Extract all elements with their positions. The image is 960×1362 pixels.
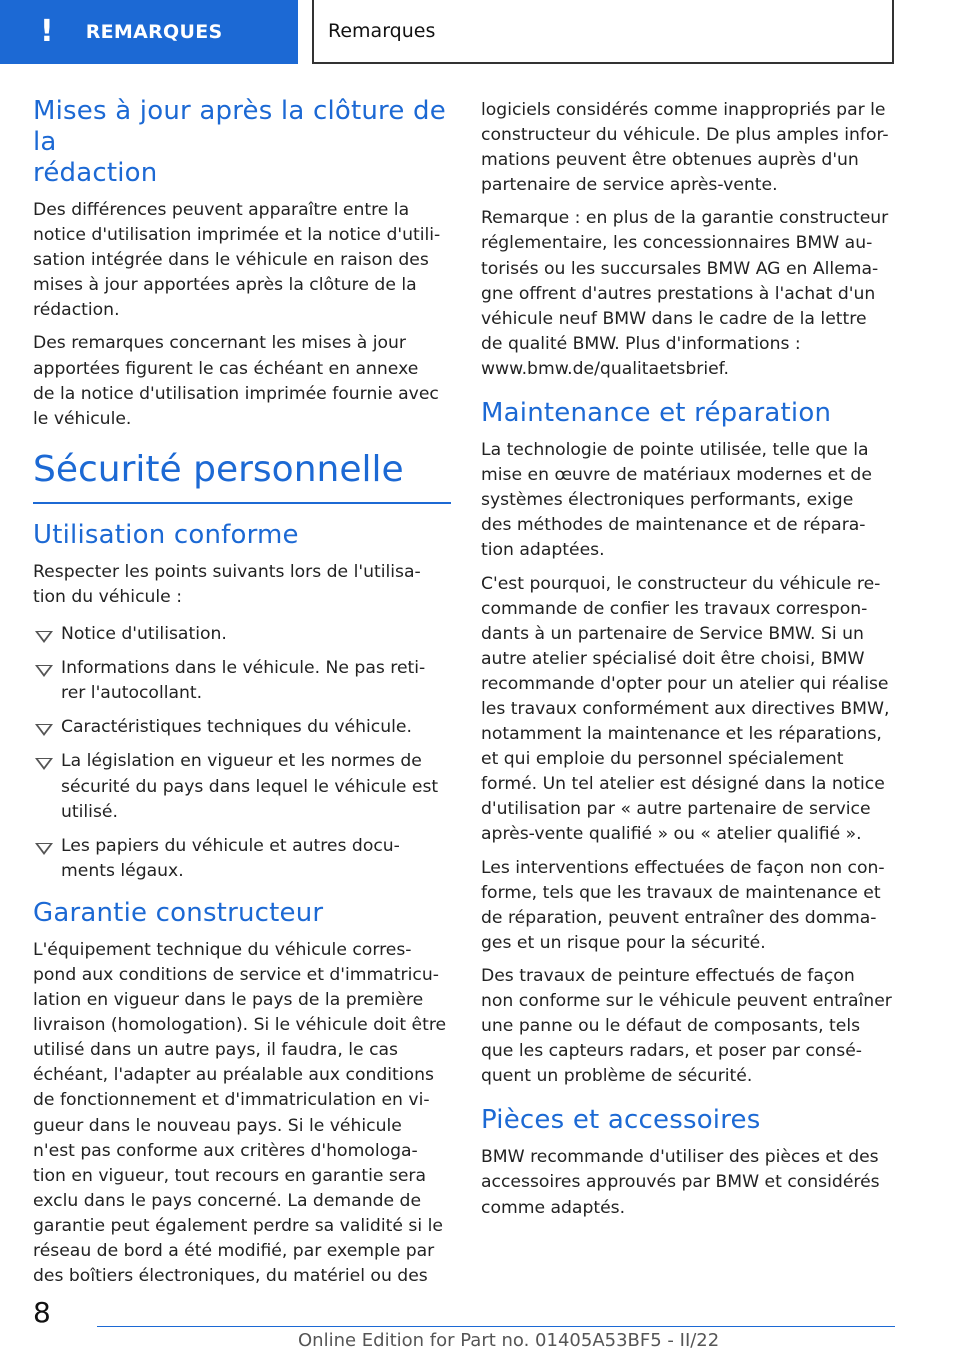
- list-item: Les papiers du véhicule et autres docu- ments légaux.: [33, 834, 451, 884]
- garantie-continued: logiciels considérés comme inappropriés par le constructeur du véhicule. De plus amples infor- mations peuvent être obtenues auprès d'un partenaire de service après-vente.: [481, 100, 889, 196]
- triangle-bullet-icon: [35, 724, 53, 736]
- right-column: [481, 98, 899, 1229]
- list-item: Informations dans le véhicule. Ne pas reti- rer l'autocollant.: [33, 656, 451, 706]
- garantie-heading: Garantie constructeur: [33, 897, 324, 928]
- garantie-paragraph: L'équipement technique du véhicule corres- pond aux conditions de service et d'immatricu- lation en vigueur dans le pays de la première livraison (homologation). Si le véhicule doit être utilisé dans un autre pays, il faudra, le cas échéant, l'adapter au préalable aux conditions de fonctionnement et d'immatriculation en vi- gueur dans le nouveau pays. Si le véhicule n'est pas conforme aux critères d'homologa- tion en vigueur, tout recours en garantie sera exclu dans le pays concerné. La demande de garantie peut également perdre sa validité si le réseau de bord a été modifié, par exemple par des boîtiers électroniques, du matériel ou des: [33, 939, 447, 1287]
- page-number: 8: [33, 1296, 51, 1329]
- pieces-paragraph: BMW recommande d'utiliser des pièces et des accessoires approuvés par BMW et considérés comme adaptés.: [481, 1147, 880, 1218]
- utilisation-intro: Respecter les points suivants lors de l'utilisa- tion du véhicule :: [33, 561, 421, 607]
- maintenance-paragraph-3: Les interventions effectuées de façon non con- forme, tels que les travaux de maintenance et de réparation, peuvent entraîner des domma- ges et un risque pour la sécurité.: [481, 857, 885, 953]
- securite-heading: Sécurité personnelle: [33, 448, 451, 504]
- triangle-bullet-icon: [35, 665, 53, 677]
- exclamation-icon: !: [40, 14, 54, 49]
- remarque-paragraph: Remarque : en plus de la garantie constructeur réglementaire, les concessionnaires BMW au- torisés ou les succursales BMW AG en Allema- gne offrent d'autres prestations à l'achat d'un véhicule neuf BMW dans le cadre de la lettre de qualité BMW. Plus d'informations : www.bmw.de/qualitaetsbrief.: [481, 208, 889, 379]
- maintenance-paragraph-1: La technologie de pointe utilisée, telle que la mise en œuvre de matériaux modernes et de systèmes électroniques performants, exige des méthodes de maintenance et de répara- tion adaptées.: [481, 440, 872, 561]
- triangle-bullet-icon: [35, 758, 53, 770]
- list-item: Caractéristiques techniques du véhicule.: [33, 715, 451, 740]
- triangle-bullet-icon: [35, 631, 53, 643]
- edition-note: Online Edition for Part no. 01405A53BF5 - II/22: [298, 1330, 720, 1351]
- maintenance-paragraph-4: Des travaux de peinture effectués de façon non conforme sur le véhicule peuvent entraîner une panne ou le défaut de composants, tels que les capteurs radars, et poser par consé- quent un problème de sécurité.: [481, 965, 892, 1087]
- utilisation-list: [33, 622, 451, 884]
- mises-heading: Mises à jour après la clôture de la rédaction: [33, 96, 446, 188]
- footer-divider: [97, 1326, 895, 1327]
- pieces-heading: Pièces et accessoires: [481, 1105, 761, 1136]
- left-column: [33, 96, 451, 1297]
- mises-paragraph-1: Des différences peuvent apparaître entre la notice d'utilisation imprimée et la notice d'utili- sation intégrée dans le véhicule en raison des mises à jour apportées après la clôture de la rédaction.: [33, 200, 441, 321]
- maintenance-heading: Maintenance et réparation: [481, 398, 832, 429]
- triangle-bullet-icon: [35, 843, 53, 855]
- header-title-box: [312, 0, 894, 64]
- section-tab: [0, 0, 298, 64]
- utilisation-heading: Utilisation conforme: [33, 519, 299, 550]
- list-item: Notice d'utilisation.: [33, 622, 451, 647]
- page-title: Remarques: [328, 20, 436, 42]
- section-label: REMARQUES: [85, 21, 223, 43]
- mises-paragraph-2: Des remarques concernant les mises à jour apportées figurent le cas échéant en annexe de la notice d'utilisation imprimée fournie avec le véhicule.: [33, 333, 439, 429]
- maintenance-paragraph-2: C'est pourquoi, le constructeur du véhicule re- commande de confier les travaux correspon- dants à un partenaire de Service BMW. Si un autre atelier spécialisé doit être choisi, BMW recommande d'opter pour un atelier qui réalise les travaux conformément aux directives BMW, notamment la maintenance et les réparations, et qui emploie du personnel spécialement formé. Un tel atelier est désigné dans la notice d'utilisation par « autre partenaire de service après-vente qualifié » ou « atelier qualifié ».: [481, 573, 890, 845]
- list-item: La législation en vigueur et les normes de sécurité du pays dans lequel le véhicule est utilisé.: [33, 749, 451, 824]
